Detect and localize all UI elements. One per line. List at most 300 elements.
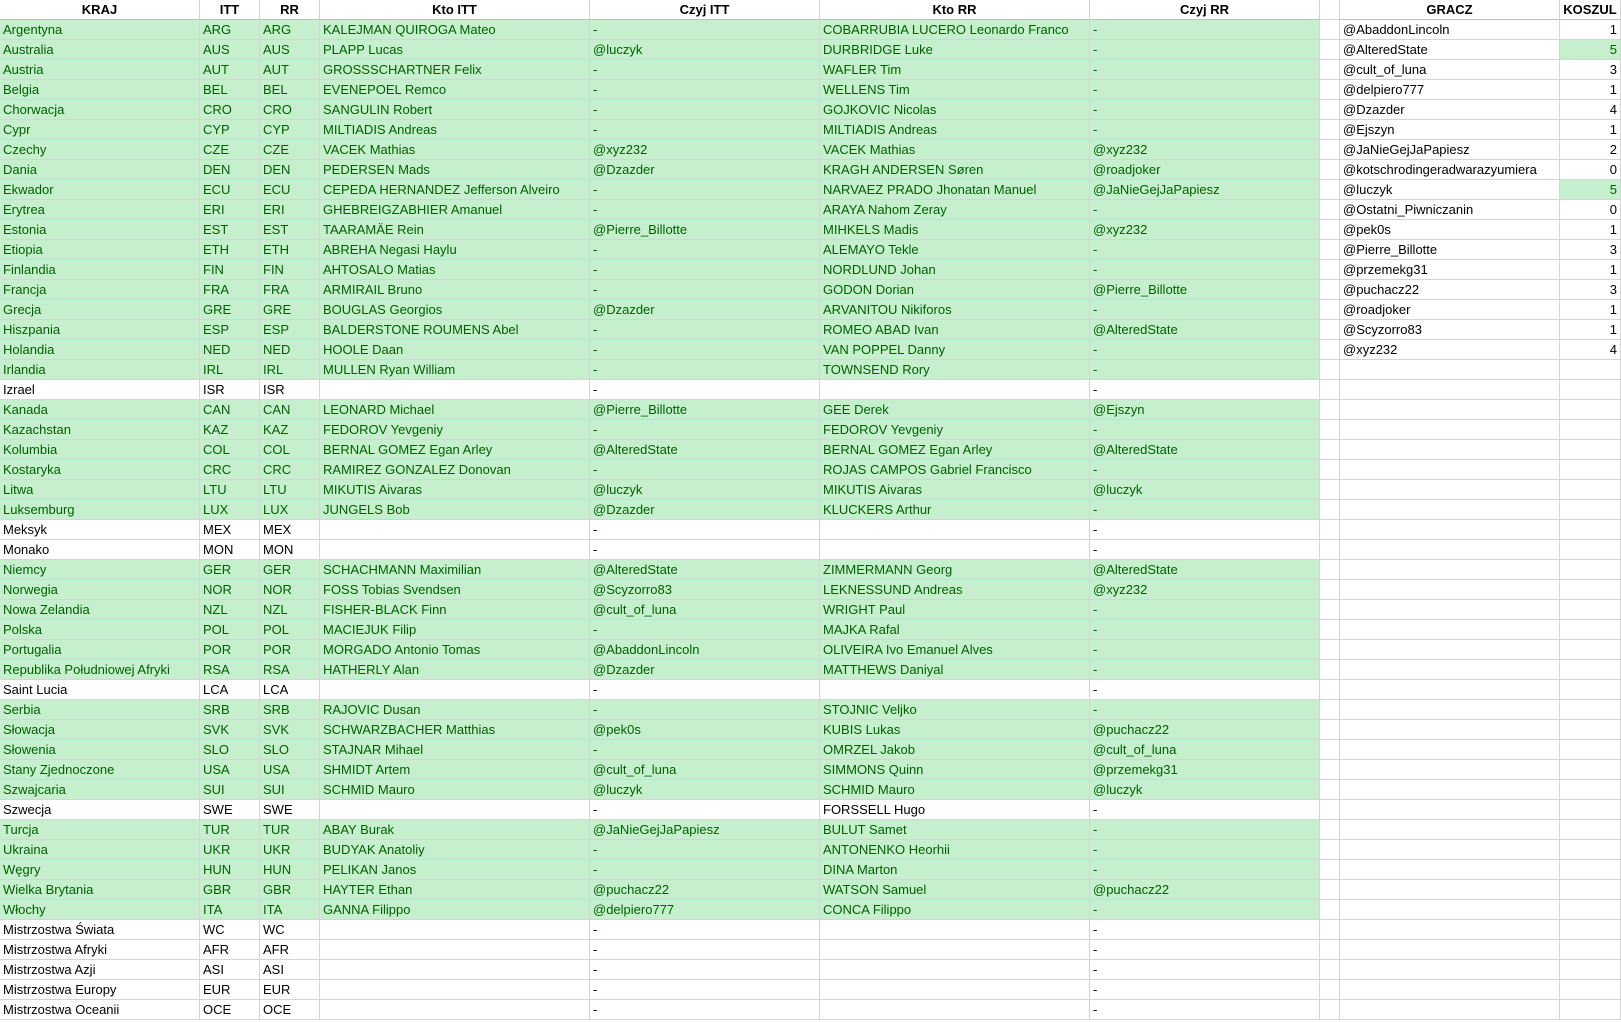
czyj-rr-cell[interactable]: -	[1090, 240, 1320, 260]
rr-code-cell[interactable]: NOR	[260, 580, 320, 600]
itt-code-cell[interactable]: ITA	[200, 900, 260, 920]
header-koszul[interactable]: KOSZUL	[1560, 0, 1621, 20]
koszul-cell[interactable]: 5	[1560, 180, 1621, 200]
empty-koszul-cell[interactable]	[1560, 660, 1621, 680]
empty-separator-cell[interactable]	[1320, 940, 1340, 960]
kto-rr-cell[interactable]: GEE Derek	[820, 400, 1090, 420]
czyj-itt-cell[interactable]: @Dzazder	[590, 660, 820, 680]
gracz-cell[interactable]: @pek0s	[1340, 220, 1560, 240]
kto-rr-cell[interactable]: MIKUTIS Aivaras	[820, 480, 1090, 500]
rr-code-cell[interactable]: ARG	[260, 20, 320, 40]
empty-gracz-cell[interactable]	[1340, 940, 1560, 960]
kto-itt-cell[interactable]: AHTOSALO Matias	[320, 260, 590, 280]
empty-separator-cell[interactable]	[1320, 140, 1340, 160]
gracz-cell[interactable]: @delpiero777	[1340, 80, 1560, 100]
rr-code-cell[interactable]: ESP	[260, 320, 320, 340]
kraj-cell[interactable]: Kanada	[0, 400, 200, 420]
gracz-cell[interactable]: @roadjoker	[1340, 300, 1560, 320]
czyj-itt-cell[interactable]: @Dzazder	[590, 500, 820, 520]
gracz-cell[interactable]: @kotschrodingeradwarazyumiera	[1340, 160, 1560, 180]
rr-code-cell[interactable]: BEL	[260, 80, 320, 100]
itt-code-cell[interactable]: CRO	[200, 100, 260, 120]
gracz-cell[interactable]: @Scyzorro83	[1340, 320, 1560, 340]
itt-code-cell[interactable]: LCA	[200, 680, 260, 700]
rr-code-cell[interactable]: NED	[260, 340, 320, 360]
czyj-rr-cell[interactable]: -	[1090, 800, 1320, 820]
kraj-cell[interactable]: Mistrzostwa Świata	[0, 920, 200, 940]
czyj-rr-cell[interactable]: -	[1090, 1000, 1320, 1020]
empty-separator-cell[interactable]	[1320, 380, 1340, 400]
empty-koszul-cell[interactable]	[1560, 460, 1621, 480]
kto-rr-cell[interactable]: ALEMAYO Tekle	[820, 240, 1090, 260]
czyj-rr-cell[interactable]: @przemekg31	[1090, 760, 1320, 780]
rr-code-cell[interactable]: FRA	[260, 280, 320, 300]
kto-itt-cell[interactable]: TAARAMÄE Rein	[320, 220, 590, 240]
empty-gracz-cell[interactable]	[1340, 900, 1560, 920]
empty-gracz-cell[interactable]	[1340, 840, 1560, 860]
itt-code-cell[interactable]: POR	[200, 640, 260, 660]
kto-rr-cell[interactable]	[820, 920, 1090, 940]
czyj-rr-cell[interactable]: @xyz232	[1090, 580, 1320, 600]
kto-itt-cell[interactable]: BERNAL GOMEZ Egan Arley	[320, 440, 590, 460]
kto-itt-cell[interactable]: ARMIRAIL Bruno	[320, 280, 590, 300]
empty-gracz-cell[interactable]	[1340, 360, 1560, 380]
czyj-itt-cell[interactable]: @delpiero777	[590, 900, 820, 920]
empty-gracz-cell[interactable]	[1340, 560, 1560, 580]
empty-gracz-cell[interactable]	[1340, 1000, 1560, 1020]
kto-rr-cell[interactable]: WAFLER Tim	[820, 60, 1090, 80]
kto-rr-cell[interactable]: KLUCKERS Arthur	[820, 500, 1090, 520]
kto-rr-cell[interactable]: WRIGHT Paul	[820, 600, 1090, 620]
empty-koszul-cell[interactable]	[1560, 640, 1621, 660]
rr-code-cell[interactable]: ISR	[260, 380, 320, 400]
kraj-cell[interactable]: Polska	[0, 620, 200, 640]
czyj-rr-cell[interactable]: @roadjoker	[1090, 160, 1320, 180]
empty-koszul-cell[interactable]	[1560, 960, 1621, 980]
itt-code-cell[interactable]: ARG	[200, 20, 260, 40]
empty-separator-cell[interactable]	[1320, 620, 1340, 640]
czyj-rr-cell[interactable]: @puchacz22	[1090, 720, 1320, 740]
empty-separator-cell[interactable]	[1320, 20, 1340, 40]
empty-separator-cell[interactable]	[1320, 800, 1340, 820]
itt-code-cell[interactable]: EUR	[200, 980, 260, 1000]
empty-koszul-cell[interactable]	[1560, 940, 1621, 960]
kto-itt-cell[interactable]: STAJNAR Mihael	[320, 740, 590, 760]
itt-code-cell[interactable]: GRE	[200, 300, 260, 320]
gracz-cell[interactable]: @cult_of_luna	[1340, 60, 1560, 80]
itt-code-cell[interactable]: TUR	[200, 820, 260, 840]
kraj-cell[interactable]: Słowacja	[0, 720, 200, 740]
czyj-rr-cell[interactable]: @puchacz22	[1090, 880, 1320, 900]
empty-separator-cell[interactable]	[1320, 340, 1340, 360]
empty-koszul-cell[interactable]	[1560, 860, 1621, 880]
kto-itt-cell[interactable]	[320, 800, 590, 820]
czyj-rr-cell[interactable]: @JaNieGejJaPapiesz	[1090, 180, 1320, 200]
header-czyj-itt[interactable]: Czyj ITT	[590, 0, 820, 20]
empty-separator-cell[interactable]	[1320, 900, 1340, 920]
itt-code-cell[interactable]: GER	[200, 560, 260, 580]
empty-gracz-cell[interactable]	[1340, 740, 1560, 760]
kto-rr-cell[interactable]: KRAGH ANDERSEN Søren	[820, 160, 1090, 180]
kto-itt-cell[interactable]: EVENEPOEL Remco	[320, 80, 590, 100]
czyj-rr-cell[interactable]: -	[1090, 820, 1320, 840]
kraj-cell[interactable]: Austria	[0, 60, 200, 80]
czyj-itt-cell[interactable]: -	[590, 700, 820, 720]
header-itt[interactable]: ITT	[200, 0, 260, 20]
kraj-cell[interactable]: Kostaryka	[0, 460, 200, 480]
kraj-cell[interactable]: Włochy	[0, 900, 200, 920]
kto-rr-cell[interactable]	[820, 960, 1090, 980]
czyj-rr-cell[interactable]: -	[1090, 340, 1320, 360]
rr-code-cell[interactable]: LCA	[260, 680, 320, 700]
czyj-rr-cell[interactable]: -	[1090, 960, 1320, 980]
kto-itt-cell[interactable]: FISHER-BLACK Finn	[320, 600, 590, 620]
empty-gracz-cell[interactable]	[1340, 960, 1560, 980]
czyj-rr-cell[interactable]: -	[1090, 840, 1320, 860]
kto-itt-cell[interactable]: SCHWARZBACHER Matthias	[320, 720, 590, 740]
rr-code-cell[interactable]: AFR	[260, 940, 320, 960]
empty-koszul-cell[interactable]	[1560, 920, 1621, 940]
empty-gracz-cell[interactable]	[1340, 540, 1560, 560]
kto-itt-cell[interactable]: GANNA Filippo	[320, 900, 590, 920]
kraj-cell[interactable]: Mistrzostwa Europy	[0, 980, 200, 1000]
gracz-cell[interactable]: @Dzazder	[1340, 100, 1560, 120]
czyj-itt-cell[interactable]: -	[590, 240, 820, 260]
kraj-cell[interactable]: Ukraina	[0, 840, 200, 860]
kto-rr-cell[interactable]: FEDOROV Yevgeniy	[820, 420, 1090, 440]
rr-code-cell[interactable]: POL	[260, 620, 320, 640]
itt-code-cell[interactable]: ASI	[200, 960, 260, 980]
rr-code-cell[interactable]: RSA	[260, 660, 320, 680]
kto-rr-cell[interactable]	[820, 380, 1090, 400]
kraj-cell[interactable]: Portugalia	[0, 640, 200, 660]
kto-rr-cell[interactable]: OLIVEIRA Ivo Emanuel Alves	[820, 640, 1090, 660]
empty-separator-cell[interactable]	[1320, 420, 1340, 440]
czyj-rr-cell[interactable]: -	[1090, 520, 1320, 540]
itt-code-cell[interactable]: HUN	[200, 860, 260, 880]
kraj-cell[interactable]: Mistrzostwa Afryki	[0, 940, 200, 960]
czyj-rr-cell[interactable]: -	[1090, 620, 1320, 640]
empty-gracz-cell[interactable]	[1340, 700, 1560, 720]
kto-itt-cell[interactable]	[320, 520, 590, 540]
rr-code-cell[interactable]: CZE	[260, 140, 320, 160]
kto-itt-cell[interactable]: BALDERSTONE ROUMENS Abel	[320, 320, 590, 340]
czyj-itt-cell[interactable]: -	[590, 800, 820, 820]
rr-code-cell[interactable]: SWE	[260, 800, 320, 820]
kto-rr-cell[interactable]: OMRZEL Jakob	[820, 740, 1090, 760]
kto-rr-cell[interactable]: STOJNIC Veljko	[820, 700, 1090, 720]
koszul-cell[interactable]: 3	[1560, 280, 1621, 300]
czyj-itt-cell[interactable]: -	[590, 860, 820, 880]
empty-koszul-cell[interactable]	[1560, 520, 1621, 540]
czyj-itt-cell[interactable]: -	[590, 620, 820, 640]
gracz-cell[interactable]: @luczyk	[1340, 180, 1560, 200]
koszul-cell[interactable]: 1	[1560, 120, 1621, 140]
kraj-cell[interactable]: Hiszpania	[0, 320, 200, 340]
czyj-itt-cell[interactable]: -	[590, 1000, 820, 1020]
empty-gracz-cell[interactable]	[1340, 820, 1560, 840]
rr-code-cell[interactable]: SVK	[260, 720, 320, 740]
kto-rr-cell[interactable]	[820, 540, 1090, 560]
czyj-itt-cell[interactable]: -	[590, 320, 820, 340]
rr-code-cell[interactable]: MEX	[260, 520, 320, 540]
itt-code-cell[interactable]: SVK	[200, 720, 260, 740]
czyj-itt-cell[interactable]: -	[590, 520, 820, 540]
kraj-cell[interactable]: Izrael	[0, 380, 200, 400]
itt-code-cell[interactable]: SWE	[200, 800, 260, 820]
kto-itt-cell[interactable]: PLAPP Lucas	[320, 40, 590, 60]
kraj-cell[interactable]: Kolumbia	[0, 440, 200, 460]
czyj-rr-cell[interactable]: -	[1090, 80, 1320, 100]
czyj-itt-cell[interactable]: @Pierre_Billotte	[590, 400, 820, 420]
empty-koszul-cell[interactable]	[1560, 400, 1621, 420]
itt-code-cell[interactable]: POL	[200, 620, 260, 640]
koszul-cell[interactable]: 1	[1560, 300, 1621, 320]
kto-rr-cell[interactable]: FORSSELL Hugo	[820, 800, 1090, 820]
kto-rr-cell[interactable]: GODON Dorian	[820, 280, 1090, 300]
czyj-rr-cell[interactable]: -	[1090, 980, 1320, 1000]
czyj-rr-cell[interactable]: -	[1090, 420, 1320, 440]
itt-code-cell[interactable]: BEL	[200, 80, 260, 100]
empty-separator-cell[interactable]	[1320, 720, 1340, 740]
kto-rr-cell[interactable]: NORDLUND Johan	[820, 260, 1090, 280]
kto-rr-cell[interactable]: SCHMID Mauro	[820, 780, 1090, 800]
kraj-cell[interactable]: Francja	[0, 280, 200, 300]
empty-koszul-cell[interactable]	[1560, 800, 1621, 820]
header-kto-itt[interactable]: Kto ITT	[320, 0, 590, 20]
header-rr[interactable]: RR	[260, 0, 320, 20]
kto-rr-cell[interactable]: MIHKELS Madis	[820, 220, 1090, 240]
czyj-rr-cell[interactable]: -	[1090, 360, 1320, 380]
kraj-cell[interactable]: Australia	[0, 40, 200, 60]
czyj-itt-cell[interactable]: @luczyk	[590, 780, 820, 800]
empty-koszul-cell[interactable]	[1560, 360, 1621, 380]
rr-code-cell[interactable]: COL	[260, 440, 320, 460]
rr-code-cell[interactable]: MON	[260, 540, 320, 560]
empty-gracz-cell[interactable]	[1340, 600, 1560, 620]
empty-gracz-cell[interactable]	[1340, 520, 1560, 540]
czyj-itt-cell[interactable]: -	[590, 180, 820, 200]
koszul-cell[interactable]: 4	[1560, 100, 1621, 120]
rr-code-cell[interactable]: DEN	[260, 160, 320, 180]
itt-code-cell[interactable]: FIN	[200, 260, 260, 280]
czyj-itt-cell[interactable]: @luczyk	[590, 40, 820, 60]
kto-itt-cell[interactable]	[320, 920, 590, 940]
itt-code-cell[interactable]: MON	[200, 540, 260, 560]
empty-separator-cell[interactable]	[1320, 640, 1340, 660]
kraj-cell[interactable]: Belgia	[0, 80, 200, 100]
itt-code-cell[interactable]: AUS	[200, 40, 260, 60]
empty-separator-cell[interactable]	[1320, 60, 1340, 80]
empty-koszul-cell[interactable]	[1560, 620, 1621, 640]
czyj-rr-cell[interactable]: @Ejszyn	[1090, 400, 1320, 420]
gracz-cell[interactable]: @AlteredState	[1340, 40, 1560, 60]
empty-koszul-cell[interactable]	[1560, 700, 1621, 720]
czyj-itt-cell[interactable]: -	[590, 340, 820, 360]
rr-code-cell[interactable]: LUX	[260, 500, 320, 520]
czyj-itt-cell[interactable]: @xyz232	[590, 140, 820, 160]
kto-rr-cell[interactable]	[820, 940, 1090, 960]
itt-code-cell[interactable]: SLO	[200, 740, 260, 760]
gracz-cell[interactable]: @Ostatni_Piwniczanin	[1340, 200, 1560, 220]
empty-gracz-cell[interactable]	[1340, 920, 1560, 940]
czyj-itt-cell[interactable]: @Pierre_Billotte	[590, 220, 820, 240]
czyj-itt-cell[interactable]: -	[590, 920, 820, 940]
empty-koszul-cell[interactable]	[1560, 560, 1621, 580]
kto-itt-cell[interactable]	[320, 380, 590, 400]
empty-koszul-cell[interactable]	[1560, 760, 1621, 780]
kto-itt-cell[interactable]: SHMIDT Artem	[320, 760, 590, 780]
itt-code-cell[interactable]: ESP	[200, 320, 260, 340]
koszul-cell[interactable]: 0	[1560, 200, 1621, 220]
czyj-rr-cell[interactable]: -	[1090, 700, 1320, 720]
itt-code-cell[interactable]: ETH	[200, 240, 260, 260]
itt-code-cell[interactable]: NOR	[200, 580, 260, 600]
czyj-itt-cell[interactable]: @AbaddonLincoln	[590, 640, 820, 660]
rr-code-cell[interactable]: CRC	[260, 460, 320, 480]
empty-gracz-cell[interactable]	[1340, 620, 1560, 640]
kto-itt-cell[interactable]	[320, 960, 590, 980]
rr-code-cell[interactable]: LTU	[260, 480, 320, 500]
empty-separator-cell[interactable]	[1320, 820, 1340, 840]
kraj-cell[interactable]: Finlandia	[0, 260, 200, 280]
kraj-cell[interactable]: Holandia	[0, 340, 200, 360]
itt-code-cell[interactable]: CAN	[200, 400, 260, 420]
header-czyj-rr[interactable]: Czyj RR	[1090, 0, 1320, 20]
czyj-itt-cell[interactable]: -	[590, 380, 820, 400]
rr-code-cell[interactable]: EST	[260, 220, 320, 240]
czyj-rr-cell[interactable]: -	[1090, 100, 1320, 120]
empty-separator-cell[interactable]	[1320, 840, 1340, 860]
czyj-rr-cell[interactable]: @luczyk	[1090, 480, 1320, 500]
czyj-itt-cell[interactable]: @luczyk	[590, 480, 820, 500]
itt-code-cell[interactable]: EST	[200, 220, 260, 240]
kto-itt-cell[interactable]: KALEJMAN QUIROGA Mateo	[320, 20, 590, 40]
czyj-itt-cell[interactable]: -	[590, 840, 820, 860]
czyj-rr-cell[interactable]: -	[1090, 640, 1320, 660]
koszul-cell[interactable]: 0	[1560, 160, 1621, 180]
czyj-rr-cell[interactable]: @xyz232	[1090, 140, 1320, 160]
koszul-cell[interactable]: 3	[1560, 240, 1621, 260]
kto-itt-cell[interactable]	[320, 940, 590, 960]
empty-koszul-cell[interactable]	[1560, 380, 1621, 400]
gracz-cell[interactable]: @AbaddonLincoln	[1340, 20, 1560, 40]
kraj-cell[interactable]: Erytrea	[0, 200, 200, 220]
kto-rr-cell[interactable]: DURBRIDGE Luke	[820, 40, 1090, 60]
kraj-cell[interactable]: Szwecja	[0, 800, 200, 820]
kto-itt-cell[interactable]: PEDERSEN Mads	[320, 160, 590, 180]
kraj-cell[interactable]: Argentyna	[0, 20, 200, 40]
itt-code-cell[interactable]: KAZ	[200, 420, 260, 440]
empty-gracz-cell[interactable]	[1340, 580, 1560, 600]
empty-koszul-cell[interactable]	[1560, 480, 1621, 500]
kraj-cell[interactable]: Estonia	[0, 220, 200, 240]
czyj-itt-cell[interactable]: -	[590, 420, 820, 440]
empty-separator-cell[interactable]	[1320, 880, 1340, 900]
czyj-rr-cell[interactable]: @xyz232	[1090, 220, 1320, 240]
empty-koszul-cell[interactable]	[1560, 900, 1621, 920]
kto-itt-cell[interactable]: JUNGELS Bob	[320, 500, 590, 520]
kto-itt-cell[interactable]	[320, 680, 590, 700]
header-kraj[interactable]: KRAJ	[0, 0, 200, 20]
empty-koszul-cell[interactable]	[1560, 580, 1621, 600]
empty-koszul-cell[interactable]	[1560, 980, 1621, 1000]
kto-itt-cell[interactable]: HOOLE Daan	[320, 340, 590, 360]
kraj-cell[interactable]: Ekwador	[0, 180, 200, 200]
empty-koszul-cell[interactable]	[1560, 440, 1621, 460]
itt-code-cell[interactable]: CRC	[200, 460, 260, 480]
czyj-itt-cell[interactable]: -	[590, 540, 820, 560]
kraj-cell[interactable]: Serbia	[0, 700, 200, 720]
czyj-itt-cell[interactable]: -	[590, 980, 820, 1000]
rr-code-cell[interactable]: NZL	[260, 600, 320, 620]
rr-code-cell[interactable]: CRO	[260, 100, 320, 120]
rr-code-cell[interactable]: ECU	[260, 180, 320, 200]
kraj-cell[interactable]: Kazachstan	[0, 420, 200, 440]
empty-koszul-cell[interactable]	[1560, 780, 1621, 800]
empty-koszul-cell[interactable]	[1560, 740, 1621, 760]
rr-code-cell[interactable]: ERI	[260, 200, 320, 220]
czyj-itt-cell[interactable]: -	[590, 260, 820, 280]
empty-separator-cell[interactable]	[1320, 760, 1340, 780]
czyj-rr-cell[interactable]: -	[1090, 900, 1320, 920]
czyj-itt-cell[interactable]: -	[590, 100, 820, 120]
itt-code-cell[interactable]: ERI	[200, 200, 260, 220]
itt-code-cell[interactable]: FRA	[200, 280, 260, 300]
empty-separator-cell[interactable]	[1320, 520, 1340, 540]
empty-koszul-cell[interactable]	[1560, 720, 1621, 740]
empty-gracz-cell[interactable]	[1340, 760, 1560, 780]
kto-rr-cell[interactable]: NARVAEZ PRADO Jhonatan Manuel	[820, 180, 1090, 200]
rr-code-cell[interactable]: GER	[260, 560, 320, 580]
kto-rr-cell[interactable]: ROMEO ABAD Ivan	[820, 320, 1090, 340]
kto-rr-cell[interactable]: ROJAS CAMPOS Gabriel Francisco	[820, 460, 1090, 480]
czyj-itt-cell[interactable]: @cult_of_luna	[590, 760, 820, 780]
kraj-cell[interactable]: Węgry	[0, 860, 200, 880]
koszul-cell[interactable]: 1	[1560, 80, 1621, 100]
czyj-itt-cell[interactable]: @AlteredState	[590, 440, 820, 460]
kraj-cell[interactable]: Saint Lucia	[0, 680, 200, 700]
kto-rr-cell[interactable]: BULUT Samet	[820, 820, 1090, 840]
kraj-cell[interactable]: Cypr	[0, 120, 200, 140]
kto-rr-cell[interactable]: MILTIADIS Andreas	[820, 120, 1090, 140]
czyj-itt-cell[interactable]: @puchacz22	[590, 880, 820, 900]
czyj-rr-cell[interactable]: -	[1090, 660, 1320, 680]
empty-separator-cell[interactable]	[1320, 700, 1340, 720]
koszul-cell[interactable]: 4	[1560, 340, 1621, 360]
empty-gracz-cell[interactable]	[1340, 720, 1560, 740]
kraj-cell[interactable]: Mistrzostwa Oceanii	[0, 1000, 200, 1020]
kraj-cell[interactable]: Turcja	[0, 820, 200, 840]
kto-itt-cell[interactable]: RAJOVIC Dusan	[320, 700, 590, 720]
kraj-cell[interactable]: Luksemburg	[0, 500, 200, 520]
kto-itt-cell[interactable]: FOSS Tobias Svendsen	[320, 580, 590, 600]
kraj-cell[interactable]: Niemcy	[0, 560, 200, 580]
czyj-rr-cell[interactable]: @luczyk	[1090, 780, 1320, 800]
kto-rr-cell[interactable]: MATTHEWS Daniyal	[820, 660, 1090, 680]
empty-gracz-cell[interactable]	[1340, 980, 1560, 1000]
rr-code-cell[interactable]: ASI	[260, 960, 320, 980]
gracz-cell[interactable]: @przemekg31	[1340, 260, 1560, 280]
kto-itt-cell[interactable]: BOUGLAS Georgios	[320, 300, 590, 320]
czyj-rr-cell[interactable]: -	[1090, 600, 1320, 620]
kto-itt-cell[interactable]	[320, 1000, 590, 1020]
empty-separator-cell[interactable]	[1320, 220, 1340, 240]
czyj-rr-cell[interactable]: -	[1090, 920, 1320, 940]
empty-separator-cell[interactable]	[1320, 860, 1340, 880]
gracz-cell[interactable]: @puchacz22	[1340, 280, 1560, 300]
empty-koszul-cell[interactable]	[1560, 600, 1621, 620]
